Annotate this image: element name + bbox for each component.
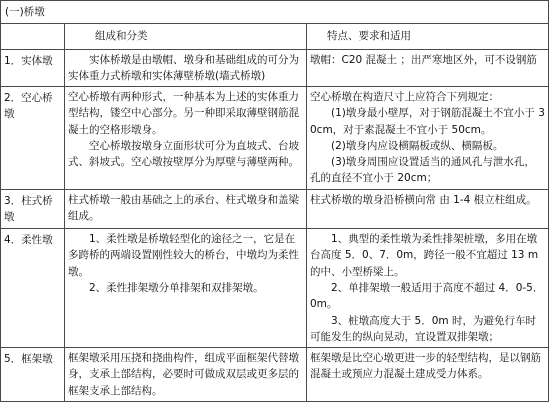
features-text: 3、桩墩高度大于 5．0m 时，为避免行车时可能发生的纵向晃动，宜设置双排架墩； <box>310 314 536 343</box>
features-text: (3)墩身周围应设置适当的通风孔与泄水孔，孔的直径不宜小于 20cm； <box>310 156 535 185</box>
composition-text: 实体桥墩是由墩帽、墩身和基础组成的可分为实体重力式桥墩和实体薄壁桥墩(墙式桥墩) <box>68 53 299 82</box>
features-text: 墩帽：C20 混凝土 ；出严寒地区外，可不设钢筋 <box>310 53 537 66</box>
composition-text: 空心桥墩有两种形式，一种基本为上述的实体重力型结构，镂空中心部分。另一种即采取薄壁钢筋混凝土的空格形墩身。 <box>68 91 299 136</box>
row-features <box>307 87 549 190</box>
table-row <box>1 189 549 229</box>
composition-text: 1、柔性墩是桥墩轻型化的途径之一，它是在多跨桥的两端设置刚性较大的桥台，中墩均为柔性墩。 <box>68 233 299 278</box>
row-composition <box>65 348 307 402</box>
header-row <box>1 24 549 49</box>
row-type: 4．柔性墩 <box>1 229 65 348</box>
row-type: 2．空心桥墩 <box>1 87 65 190</box>
table-row <box>1 49 549 87</box>
row-composition <box>65 49 307 87</box>
row-features <box>307 348 549 402</box>
composition-text: 框架墩采用压挠和挠曲构件，组成平面框架代替墩身，支承上部结构，必要时可做成双层或更多层的框架支承上部结构。 <box>68 352 299 397</box>
features-text: 空心桥墩在构造尺寸上应符合下列规定： <box>310 91 499 104</box>
header-features <box>307 24 549 49</box>
table-row <box>1 348 549 402</box>
row-composition <box>65 87 307 190</box>
section-title: (一)桥墩 <box>1 1 549 24</box>
composition-text: 柱式桥墩一般由基础之上的承台、柱式墩身和盖梁组成。 <box>68 193 299 222</box>
row-composition <box>65 229 307 348</box>
features-text: 框架墩是比空心墩更进一步的轻型结构，是以钢筋混凝土或预应力混凝土建成受力体系。 <box>310 352 541 381</box>
header-composition <box>65 24 307 49</box>
row-type: 3．柱式桥墩 <box>1 189 65 229</box>
row-type: 5．框架墩 <box>1 348 65 402</box>
header-features-label: 特点、要求和适用 <box>327 30 411 43</box>
table-row <box>1 87 549 190</box>
features-text: 柱式桥墩的墩身沿桥横向常 由 1-4 根立柱组成。 <box>310 193 537 206</box>
row-features <box>307 229 549 348</box>
composition-text: 2、柔性排架墩分单排架和双排架墩。 <box>89 281 264 294</box>
row-composition <box>65 189 307 229</box>
features-text: (2)墩身内应设横隔板或纵、横隔板。 <box>331 139 504 152</box>
features-text: (1)墩身最小壁厚，对于钢筋混凝土不宜小于 30cm，对于素混凝土不宜小于 50cm。 <box>310 107 545 136</box>
row-type: 1．实体墩 <box>1 49 65 87</box>
header-composition-label: 组成和分类 <box>95 30 148 43</box>
features-text: 1、典型的柔性墩为柔性排架桩墩，多用在墩台高度 5．0、7．0m，跨径一般不宜超过 13 m 的中、小型桥梁上。 <box>310 233 539 278</box>
composition-text: 空心桥墩按墩身立面形状可分为直坡式、台坡式、斜坡式。空心墩按壁厚分为厚壁与薄壁两种。 <box>68 139 299 169</box>
row-features <box>307 189 549 229</box>
features-text: 2、单排架墩一般适用于高度不超过 4．0-5．0m。 <box>310 281 544 311</box>
row-features <box>307 49 549 87</box>
table-row <box>1 229 549 348</box>
header-col1 <box>1 24 65 49</box>
